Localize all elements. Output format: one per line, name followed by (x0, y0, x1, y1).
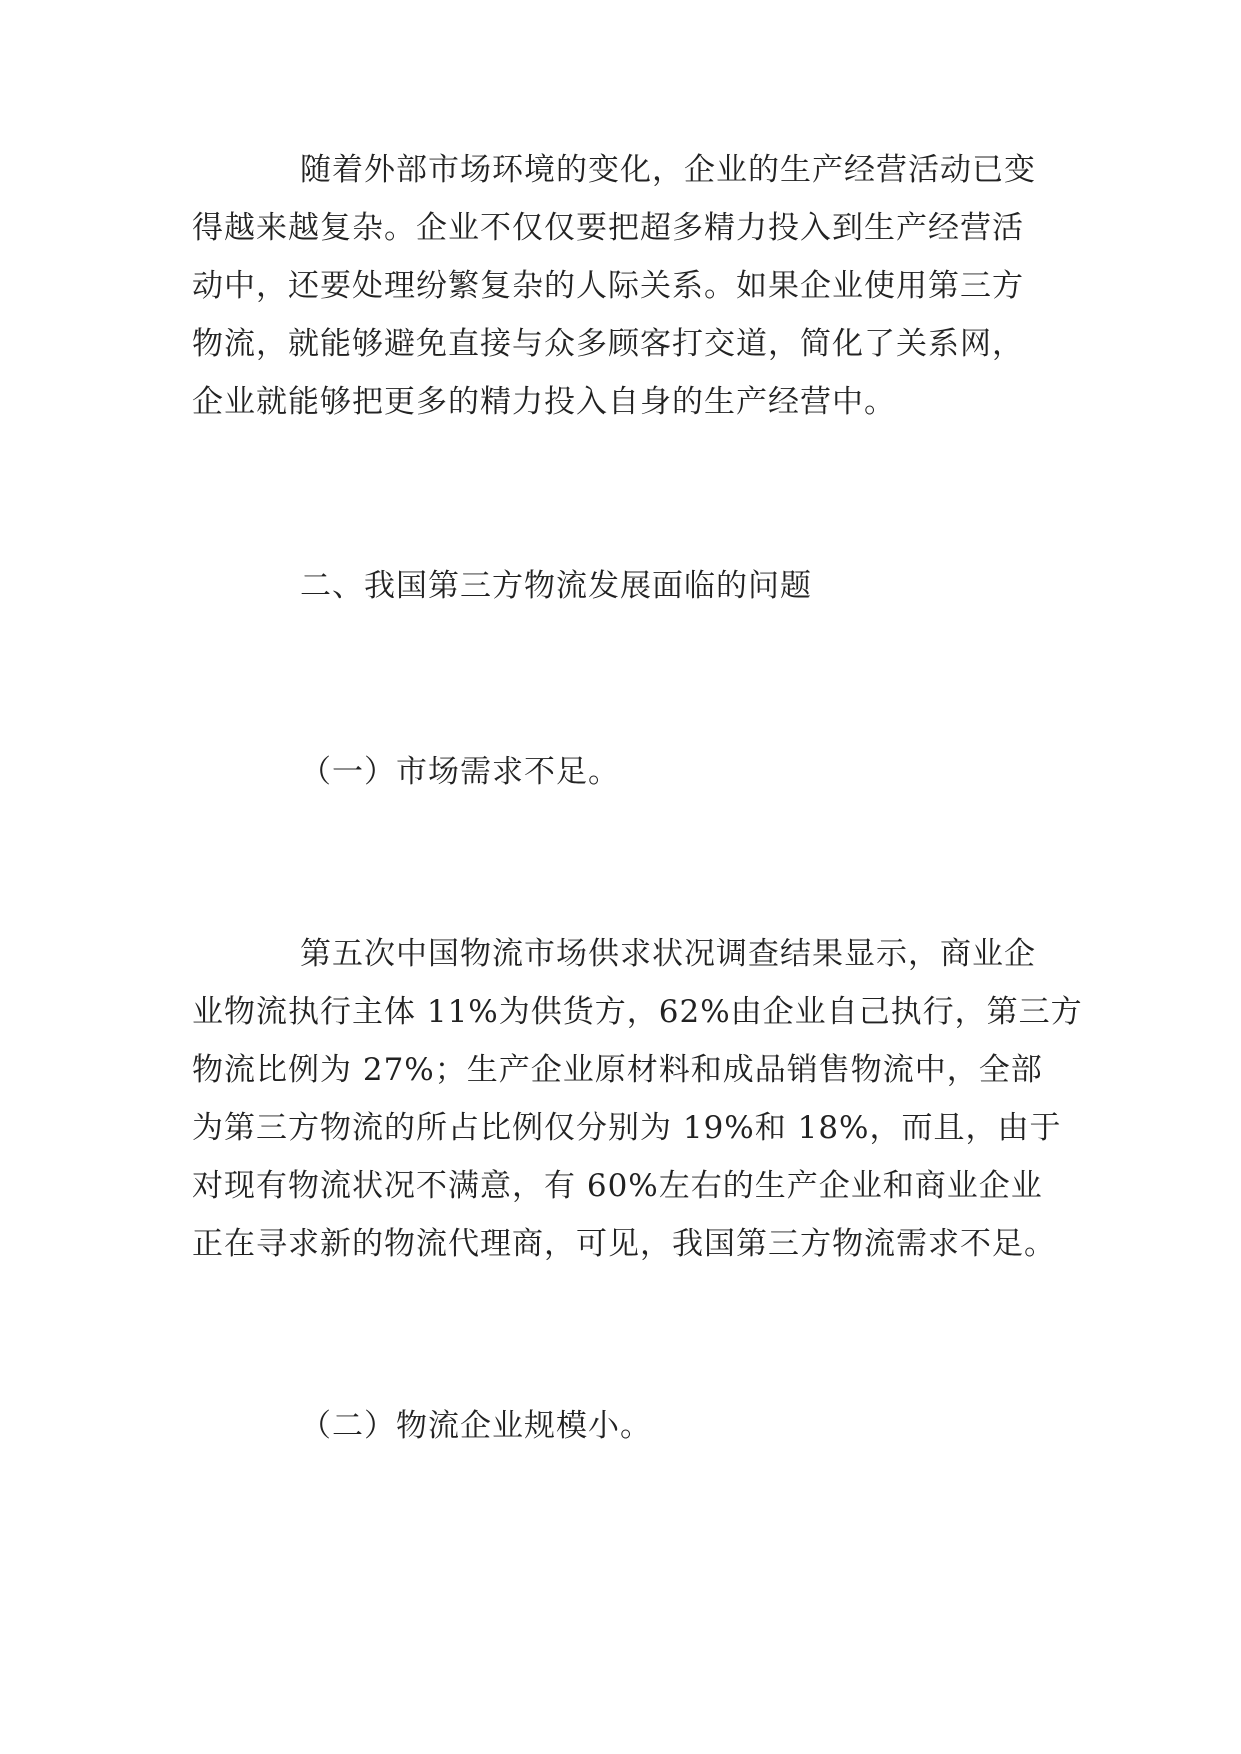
subheading-market-demand: （一）市场需求不足。 (300, 754, 620, 790)
text-line: 物流比例为 27%；生产企业原材料和成品销售物流中，全部 (192, 1052, 1043, 1088)
text-line: 正在寻求新的物流代理商，可见，我国第三方物流需求不足。 (192, 1226, 1056, 1262)
text-line: 随着外部市场环境的变化，企业的生产经营活动已变 (300, 152, 1036, 188)
text-line: 得越来越复杂。企业不仅仅要把超多精力投入到生产经营活 (192, 210, 1024, 246)
section-heading: 二、我国第三方物流发展面临的问题 (300, 568, 812, 604)
text-line: 动中，还要处理纷繁复杂的人际关系。如果企业使用第三方 (192, 268, 1024, 304)
text-line: 第五次中国物流市场供求状况调查结果显示，商业企 (300, 936, 1036, 972)
text-line: 对现有物流状况不满意，有 60%左右的生产企业和商业企业 (192, 1168, 1043, 1204)
text-line: 企业就能够把更多的精力投入自身的生产经营中。 (192, 384, 896, 420)
subheading-enterprise-scale: （二）物流企业规模小。 (300, 1408, 652, 1444)
text-line: 物流，就能够避免直接与众多顾客打交道，简化了关系网， (192, 326, 1024, 362)
text-line: 为第三方物流的所占比例仅分别为 19%和 18%，而且，由于 (192, 1110, 1062, 1146)
text-line: 业物流执行主体 11%为供货方，62%由企业自己执行，第三方 (192, 994, 1083, 1030)
